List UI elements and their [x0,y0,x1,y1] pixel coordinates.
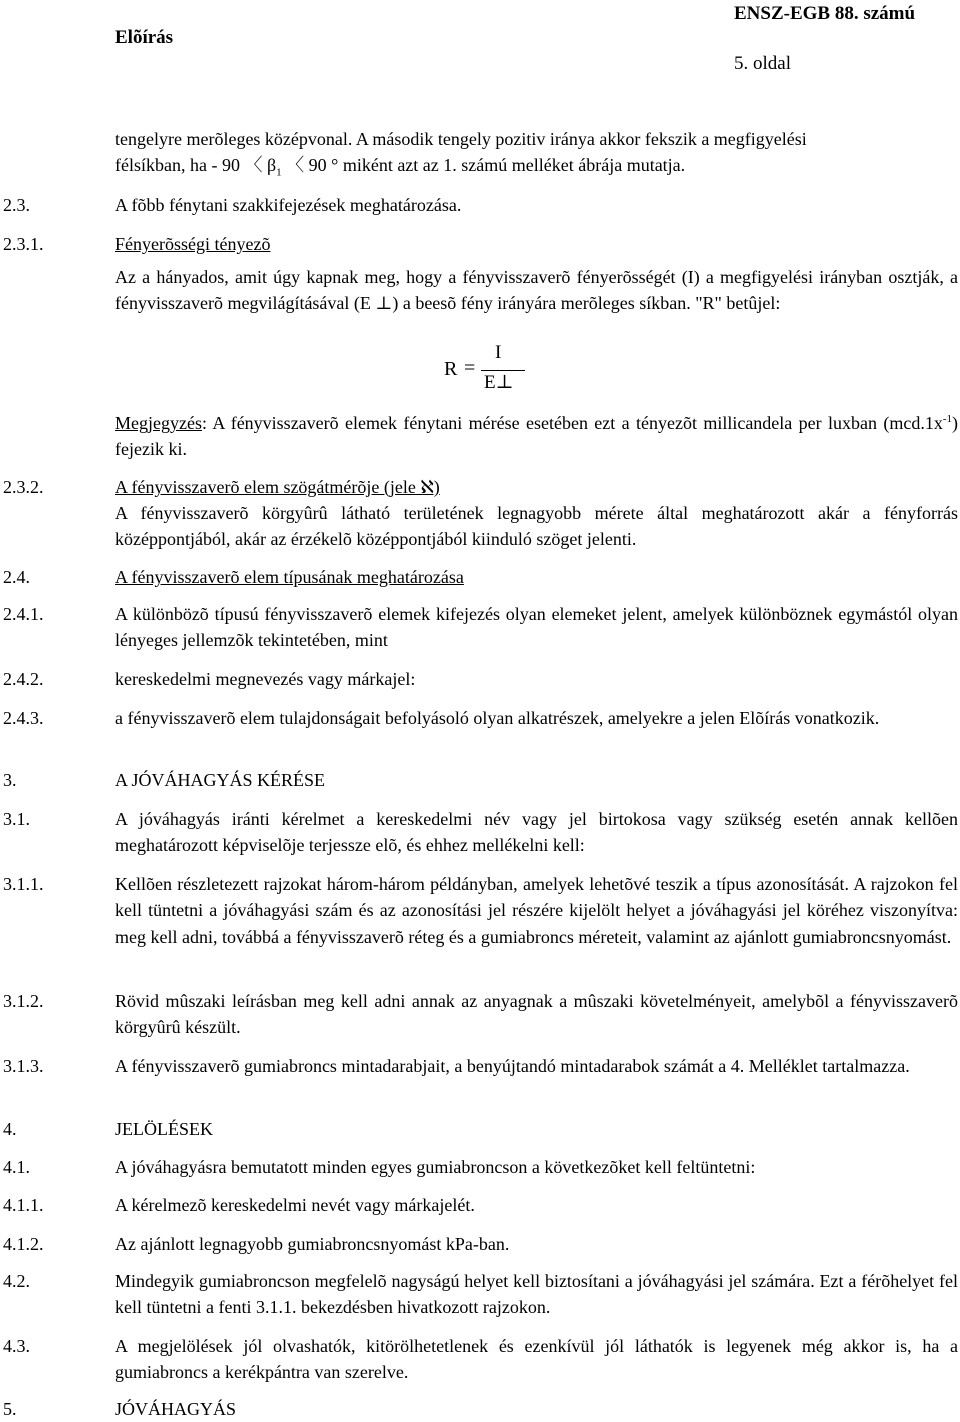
chapter-heading: JÓVÁHAGYÁS [115,1399,237,1419]
formula-equals: = [464,357,476,379]
note-text-end: ) fejezik ki. [115,413,958,460]
section-body: Rövid mûszaki leírásban meg kell adni annak az anyagnak a mûszaki követelményeit, amelybõl a fényvisszaverõ körgyûrû készült. [115,991,958,1038]
section-heading: A fõbb fénytani szakkifejezések meghatározása. [115,195,462,215]
section-note [115,406,958,463]
section-number: 2.4.3. [3,708,44,728]
header-regulation-number: ENSZ-EGB 88. számú [734,3,916,24]
section-body: A jóváhagyás iránti kérelmet a kereskedelmi név vagy jel birtokosa vagy szükség esetén annak kellõen meghatározott képviselõje terjessze elõ, és ehhez mellékelni kell: [115,809,958,856]
section-number: 2.4.2. [3,669,44,689]
section-number: 4.1.1. [3,1195,44,1215]
chapter-heading: JELÖLÉSEK [115,1119,213,1139]
chapter-number: 5. [3,1399,17,1419]
section-body: a fényvisszaverõ elem tulajdonságait befolyásoló olyan alkatrészek, amelyekre a jelen Elõírás vonatkozik. [115,708,880,728]
section-body: A különbözõ típusú fényvisszaverõ elemek kifejezés olyan elemeket jelent, amelyek különböznek egymástól olyan lényeges jellemzõk tekintetében, mint [115,604,958,651]
section-body: kereskedelmi megnevezés vagy márkajel: [115,669,416,689]
section-body: Kellõen részletezett rajzokat három-három példányban, amelyek lehetõvé teszik a típus azonosítását. A rajzokon fel kell tüntetni a jóváhagyási szám és az azonosítási jel részére kijelölt helyet a jóváhagyási jel köréhez viszonyítva: meg kell adni, továbbá a fényvisszaverõ réteg és a gumiabroncs méreteit, valamint az ajánlott gumiabroncsnyomást. [115,874,958,947]
page-number: 5. oldal [734,53,791,74]
section-number: 4.3. [3,1336,30,1356]
intro-line-2 [115,152,685,186]
section-number: 2.3.2. [3,477,44,497]
section-number: 3.1.1. [3,874,44,894]
section-number: 3.1.2. [3,991,44,1011]
section-number: 3.1. [3,809,30,829]
section-title: Fényerõsségi tényezõ [115,234,271,254]
intro-line-1: tengelyre merõleges középvonal. A második tengely pozitiv iránya akkor fekszik a megfigyelési [115,129,807,149]
section-title: A fényvisszaverõ elem szögátmérõje (jele ℵ) [115,477,440,497]
section-number: 2.3. [3,195,30,215]
section-number: 4.2. [3,1271,30,1291]
formula-numerator: I [495,342,502,363]
section-heading: A fényvisszaverõ elem típusának meghatározása [115,567,464,587]
section-number: 2.3.1. [3,234,44,254]
beta-subscript: 1 [276,166,282,179]
formula-lhs: R [444,358,458,380]
section-number: 3.1.3. [3,1056,44,1076]
intro-line-2-end: 〈 90 ° miként azt az 1. számú melléket ábrája mutatja. [281,155,686,175]
note-superscript: -1 [942,413,952,425]
section-body: A jóváhagyásra bemutatott minden egyes gumiabroncson a következõket kell feltüntetni: [115,1157,756,1177]
section-body: A fényvisszaverõ körgyûrû látható területének legnagyobb mérete által meghatározott akár a fényforrás középpontjából, akár az érzékelõ középpontjából kiinduló szöget jelenti. [115,503,958,550]
intro-line-2-start: félsíkban, ha - 90 〈 β [115,155,277,175]
chapter-number: 4. [3,1119,17,1139]
section-number: 2.4.1. [3,604,44,624]
section-body: Az ajánlott legnagyobb gumiabroncsnyomást kPa-ban. [115,1234,510,1254]
chapter-number: 3. [3,770,17,790]
chapter-heading: A JÓVÁHAGYÁS KÉRÉSE [115,770,326,790]
header-regulation-label: Elõírás [115,27,174,48]
section-number: 4.1. [3,1157,30,1177]
section-body: A kérelmezõ kereskedelmi nevét vagy márkajelét. [115,1195,475,1215]
section-number: 4.1.2. [3,1234,44,1254]
formula-denominator: E⊥ [484,372,514,393]
section-body: Az a hányados, amit úgy kapnak meg, hogy a fényvisszaverõ fényerõsségét (I) a megfigyelési irányban osztják, a fényvisszaverõ megvilágításával (E ⊥) a beesõ fény irányára merõleges síkban. "R" betûjel: [115,267,958,314]
note-text: : A fényvisszaverõ elemek fénytani mérése esetében ezt a tényezõt millicandela per luxban (mcd.1x [201,413,943,433]
section-body: Mindegyik gumiabroncson megfelelõ nagyságú helyet kell biztosítani a jóváhagyási jel számára. Ezt a férõhelyet fel kell tüntetni a fenti 3.1.1. bekezdésben hivatkozott rajzokon. [115,1271,958,1318]
section-body: A fényvisszaverõ gumiabroncs mintadarabjait, a benyújtandó mintadarabok számát a 4. Melléklet tartalmazza. [115,1056,910,1076]
reflection-coefficient-formula [444,342,564,402]
section-body: A megjelölések jól olvashatók, kitörölhetetlenek és ezenkívül jól láthatók is legyenek még akkor is, ha a gumiabroncs a kerékpántra van szerelve. [115,1336,958,1383]
note-label: Megjegyzés [115,413,202,433]
section-number: 2.4. [3,567,30,587]
